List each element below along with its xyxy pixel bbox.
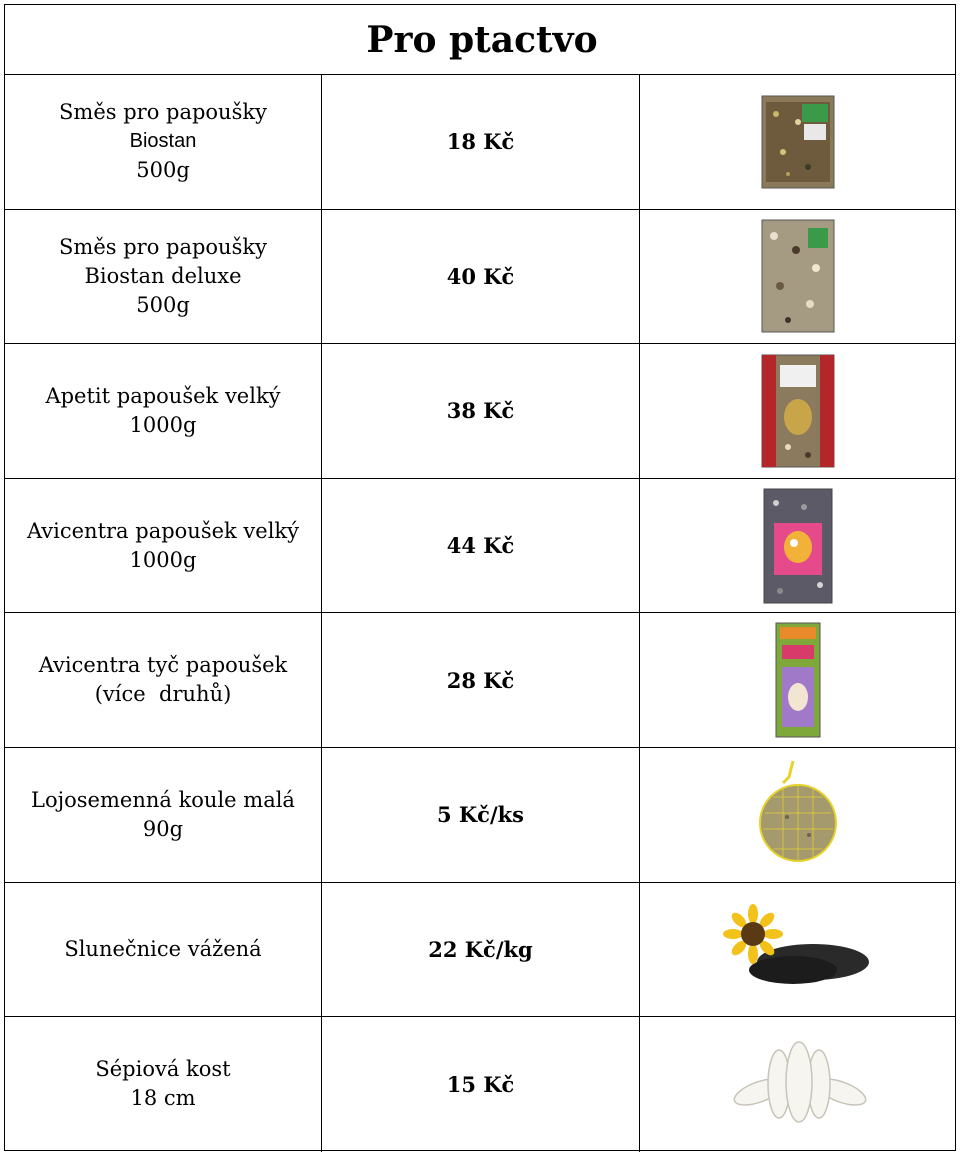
product-name-line: 500g [136,292,190,317]
product-price-cell [322,883,640,1017]
table-row [5,210,955,345]
product-image-cell [640,479,955,613]
product-name-line: 18 cm [130,1086,196,1111]
cuttlebone-icon [723,1036,873,1132]
product-name-cell [5,75,322,209]
product-name-cell [5,1017,322,1152]
product-name-line: Směs pro papoušky [59,234,267,259]
product-name-line: Apetit papoušek velký [45,383,281,408]
product-name-line: 90g [142,816,184,841]
seed-bag-icon [758,216,838,336]
product-name-line: Sépiová kost [95,1057,231,1082]
table-row [5,75,955,210]
product-price: 15 Kč [446,1071,515,1097]
product-name-line: 1000g [129,547,197,572]
suet-ball-icon [753,757,843,873]
product-price-cell [322,748,640,882]
product-name-cell [5,748,322,882]
price-table [4,4,956,1151]
seed-bag-icon [760,485,836,607]
title-row [5,5,955,75]
product-name-line: 1000g [129,412,197,437]
table-row [5,613,955,748]
product-name-cell [5,613,322,747]
table-row [5,883,955,1018]
product-name-line: Směs pro papoušky [59,100,267,125]
product-name-line: Lojosemenná koule malá [31,787,295,812]
seed-bag-icon [758,92,838,192]
product-name-line: (více druhů) [94,682,232,707]
sunflower-seeds-icon [723,904,873,994]
product-price: 28 Kč [446,667,515,693]
product-price-cell [322,210,640,344]
product-price: 40 Kč [446,263,515,289]
product-price-cell [322,479,640,613]
product-image-cell [640,344,955,478]
product-price-cell [322,344,640,478]
product-image-cell [640,613,955,747]
product-price-cell [322,1017,640,1152]
product-price: 38 Kč [446,398,515,424]
product-name-cell [5,883,322,1017]
product-name-line: Biostan deluxe [84,263,242,288]
product-name-line: 500g [136,158,190,183]
product-price: 22 Kč/kg [428,936,533,962]
seed-stick-box-icon [770,619,826,741]
product-price-cell [322,75,640,209]
table-row [5,344,955,479]
product-price: 44 Kč [446,533,515,559]
table-row [5,748,955,883]
table-row [5,1017,955,1152]
product-name-cell [5,479,322,613]
product-image-cell [640,748,955,882]
product-name-line: Avicentra papoušek velký [26,518,300,543]
product-price: 5 Kč/ks [436,802,524,828]
product-price: 18 Kč [446,129,515,155]
product-name-line: Biostan [129,130,197,153]
product-name-line: Slunečnice vážená [64,936,262,961]
product-image-cell [640,75,955,209]
product-name-line: Avicentra tyč papoušek [38,653,288,678]
product-image-cell [640,210,955,344]
product-name-cell [5,210,322,344]
product-image-cell [640,1017,955,1152]
seed-bag-icon [758,351,838,471]
product-image-cell [640,883,955,1017]
page-title: Pro ptactvo [366,18,598,61]
table-row [5,479,955,614]
product-price-cell [322,613,640,747]
product-name-cell [5,344,322,478]
